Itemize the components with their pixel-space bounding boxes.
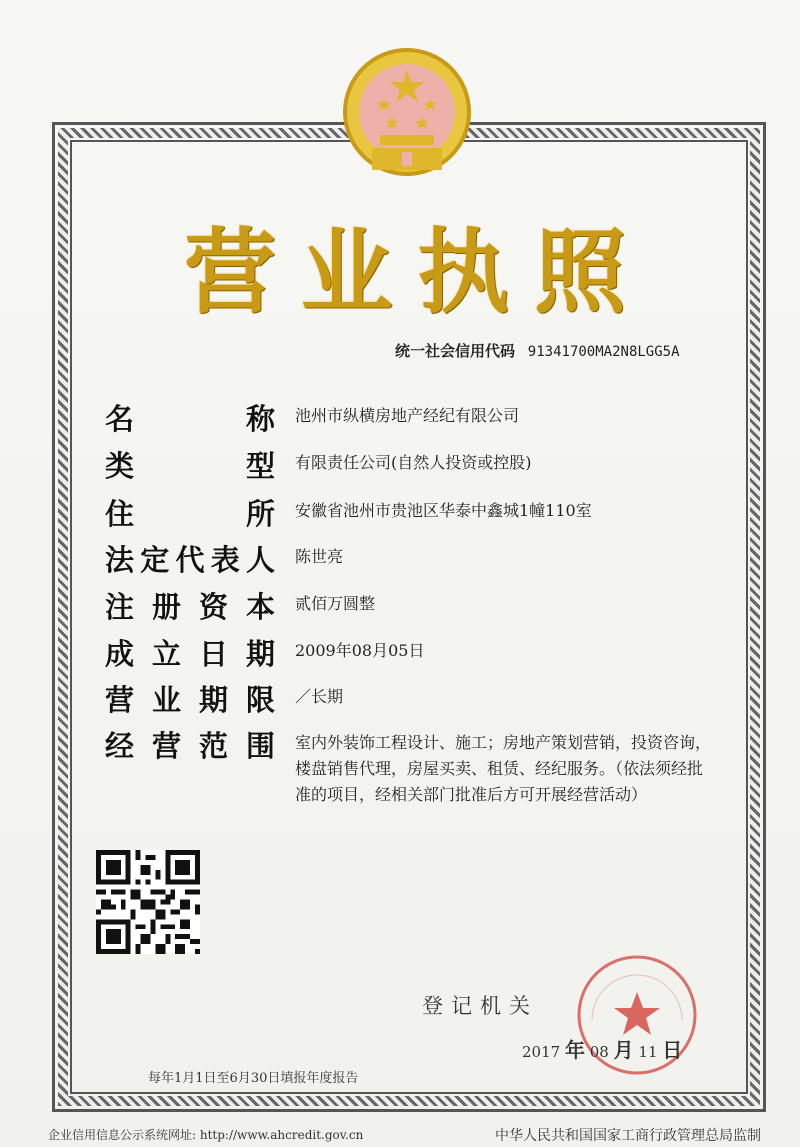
issue-year: 2017 (522, 1043, 561, 1061)
label-char: 名 (105, 402, 135, 436)
label-char: 所 (245, 497, 275, 531)
issue-date (522, 1034, 682, 1063)
field-label (105, 538, 275, 578)
title-char: 营 (183, 219, 276, 326)
label-char: 类 (105, 449, 135, 483)
field-label (105, 678, 275, 718)
label-char: 称 (245, 402, 275, 436)
annual-report-note: 每年1月1日至6月30日填报年度报告 (148, 1071, 359, 1086)
field-value: ／长期 (295, 687, 344, 706)
issue-month: 08 (589, 1043, 609, 1061)
field-label (105, 585, 275, 625)
label-char: 期 (198, 683, 228, 717)
label-char: 定 (140, 543, 170, 577)
field-label (105, 397, 275, 437)
label-char: 范 (198, 729, 228, 763)
field-value: 安徽省池州市贵池区华泰中鑫城1幢110室 (295, 501, 592, 520)
label-char: 成 (105, 637, 135, 671)
label-char: 册 (151, 590, 181, 624)
label-char: 本 (245, 590, 275, 624)
label-char: 型 (245, 449, 275, 483)
field-value: 有限责任公司(自然人投资或控股) (295, 453, 532, 472)
label-char: 注 (105, 590, 135, 624)
footer-issuer: 中华人民共和国国家工商行政管理总局监制 (495, 1128, 761, 1144)
label-char: 代 (175, 543, 205, 577)
label-char: 期 (245, 637, 275, 671)
field-value: 2009年08月05日 (295, 641, 425, 660)
credit-code-line (395, 340, 680, 361)
label-char: 限 (245, 683, 275, 717)
label-char: 营 (105, 683, 135, 717)
label-char: 日 (198, 637, 228, 671)
license-title (180, 210, 630, 326)
label-char: 法 (105, 543, 135, 577)
field-value: 陈世亮 (295, 547, 344, 566)
field-label (105, 632, 275, 672)
footer-website: 企业信用信息公示系统网址: http://www.ahcredit.gov.cn (48, 1128, 364, 1142)
qr-code-icon (96, 850, 200, 954)
field-value: 室内外装饰工程设计、施工；房地产策划营销，投资咨询，楼盘销售代理，房屋买卖、租赁、经纪服务。（依法须经批准的项目，经相关部门批准后方可开展经营活动） (295, 733, 712, 804)
title-char: 执 (417, 219, 510, 326)
label-char: 住 (105, 497, 135, 531)
title-char: 业 (300, 219, 393, 326)
label-char: 人 (245, 543, 275, 577)
field-value: 池州市纵横房地产经纪有限公司 (295, 406, 520, 425)
field-label (105, 492, 275, 532)
label-char: 表 (210, 543, 240, 577)
label-char: 立 (151, 637, 181, 671)
label-char: 资 (198, 590, 228, 624)
issue-year-suffix: 年 (564, 1038, 585, 1062)
field-value: 贰佰万圆整 (295, 594, 376, 613)
title-char: 照 (533, 219, 626, 326)
label-char: 经 (105, 729, 135, 763)
issue-month-suffix: 月 (613, 1038, 634, 1062)
credit-code-value: 91341700MA2N8LGG5A (527, 344, 680, 360)
registration-authority: 登记机关 (422, 994, 538, 1018)
label-char: 围 (245, 729, 275, 763)
label-char: 营 (151, 729, 181, 763)
label-char: 业 (151, 683, 181, 717)
field-label (105, 444, 275, 484)
field-label (105, 724, 275, 764)
issue-day-suffix: 日 (662, 1038, 683, 1062)
national-emblem-icon (332, 40, 482, 190)
issue-day: 11 (638, 1043, 658, 1061)
credit-code-label: 统一社会信用代码 (395, 342, 516, 360)
